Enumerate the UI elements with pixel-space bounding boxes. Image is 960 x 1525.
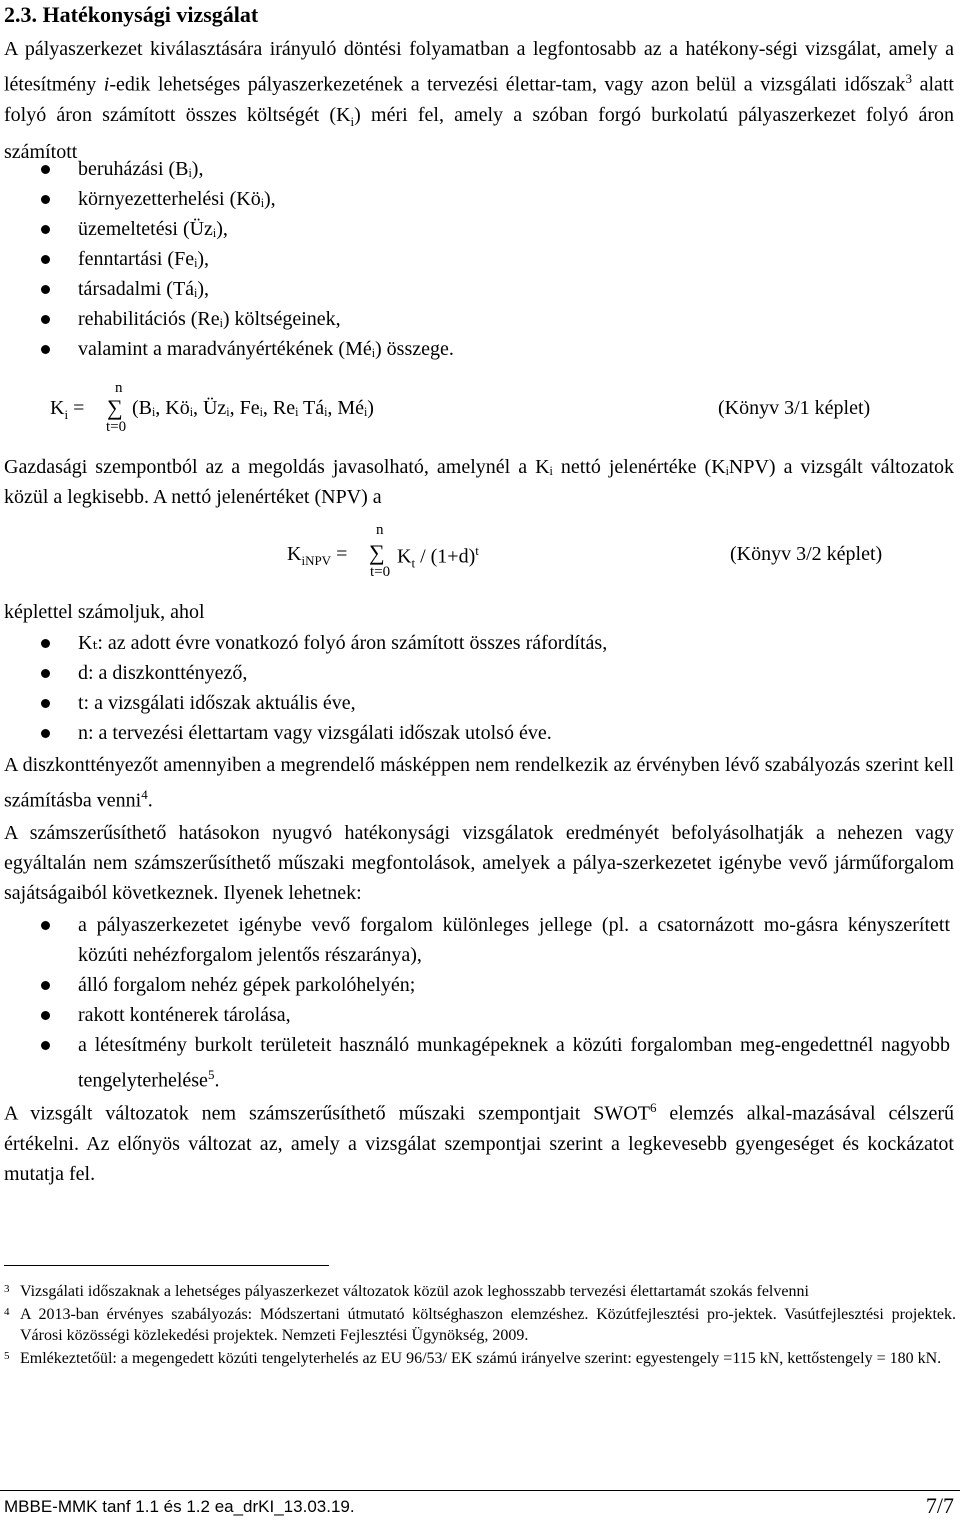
formula-lhs: $K_i$ = — [50, 397, 85, 422]
section-heading — [4, 2, 258, 28]
sum-upper-limit: n — [376, 522, 384, 538]
footer-divider — [0, 1490, 960, 1491]
effects-list — [0, 910, 950, 1096]
list-item: rehabilitációs (Reᵢ) költségeinek, — [0, 304, 454, 334]
list-item: álló forgalom nehéz gépek parkolóhelyén; — [0, 970, 950, 1000]
list-item: t: a vizsgálati időszak aktuális éve, — [0, 688, 607, 718]
sum-lower-limit: t=0 — [106, 419, 127, 435]
list-item: a pályaszerkezetet igénybe vevő forgalom különleges jellege (pl. a csatornázott mo-gásra kényszerített közúti nehézforgalom jelentős részaránya), — [0, 910, 950, 970]
list-item: Kₜ: az adott évre vonatkozó folyó áron számított összes ráfordítás, — [0, 628, 607, 658]
list-item: n: a tervezési élettartam vagy vizsgálati időszak utolsó éve. — [0, 718, 607, 748]
intro-paragraph — [4, 34, 954, 167]
intro-text-1: A pályaszerkezet kiválasztására irányuló döntési folyamatban a legfontosabb az a hatékony-ségi vizsgálat, amely a létesítmény — [4, 38, 954, 96]
intro-text-4: ) méri fel, amely a szóban forgó burkolatú pályaszerkezet folyó áron számított — [4, 103, 954, 163]
list-item: környezetterhelési (Köᵢ), — [0, 184, 454, 214]
sigma-icon: ∑ — [107, 395, 123, 420]
where-list — [0, 628, 607, 748]
intro-text-2: -edik lehetséges pályaszerkezetének a tervezési élettar-tam, vagy azon belül a vizsgálati időszak — [109, 73, 906, 96]
sigma-icon: ∑ — [369, 540, 385, 565]
intro-text-3: alatt folyó áron számított összes költségét (K — [4, 73, 954, 126]
intro-italic-i: i — [103, 73, 110, 96]
list-item: valamint a maradványértékének (Méᵢ) összege. — [0, 334, 454, 364]
footnote-divider — [4, 1265, 329, 1266]
swot-paragraph: A vizsgált változatok nem számszerűsíthető műszaki szempontjait SWOT$^6$ elemzés alkal-mazásával célszerű értékelni. Az előnyös változat az, amely a vizsgálat szempontjai szerint a legkevesebb gyengeséget és kockázatot mutatja fel. — [4, 1100, 954, 1185]
list-item: társadalmi (Táᵢ), — [0, 274, 454, 304]
section-number: 2.3. — [4, 2, 37, 27]
formula-body: $K_t / (1+d)^t$ — [397, 543, 479, 571]
intro-sub-i: i — [350, 113, 355, 129]
footer-document-id: MBBE-MMK tanf 1.1 és 1.2 ea_drKI_13.03.19. — [4, 1497, 355, 1516]
footnote-3: 3 Vizsgálati időszaknak a lehetséges pályaszerkezet változatok közül azok leghosszabb tervezési élettartamát szokás felvenni — [4, 1283, 809, 1300]
npv-paragraph: Gazdasági szempontból az a megoldás javasolható, amelynél a Kᵢ nettó jelenértéke (KᵢNPV) a vizsgált változatok közül a legkisebb. A nettó jelenértéket (NPV) a — [4, 456, 954, 508]
footnotes — [4, 1281, 956, 1369]
formula-reference: (Könyv 3/2 képlet) — [730, 543, 883, 565]
footnote-ref-6: 6 — [649, 1100, 657, 1115]
list-item: a létesítmény burkolt területeit használó munkagépeknek a közúti forgalomban meg-engedettnél nagyobb tengelyterhelése$^5$. — [0, 1030, 950, 1096]
discount-paragraph: A diszkonttényezőt amennyiben a megrendelő másképpen nem rendelkezik az érvényben lévő szabályozás szerint kell számításba venni$^4$. — [4, 754, 954, 812]
footnote-ref-3: 3 — [905, 71, 913, 86]
footnote-5: 5 Emlékeztetőül: a megengedett közúti tengelyterhelés az EU 96/53/ EK számú irányelve szerint: egyestengely =115 kN, kettőstengely = 180 kN. — [4, 1350, 942, 1367]
footnote-4: 4 A 2013-ban érvényes szabályozás: Módszertani útmutató költséghaszon elemzéshez. Közútfejlesztési pro-jektek. Vasútfejlesztési projektek. Városi közösségi közlekedési projektek. Nemzeti Fejlesztési Ügynökség, 2009. — [4, 1306, 956, 1344]
section-title: Hatékonysági vizsgálat — [42, 2, 259, 27]
footnote-ref-5: 5 — [207, 1067, 215, 1082]
where-intro: képlettel számoljuk, ahol — [4, 601, 205, 623]
page-number: 7/7 — [925, 1493, 954, 1518]
sum-upper-limit: n — [115, 380, 123, 396]
cost-items-list — [0, 154, 454, 364]
list-item: beruházási (Bᵢ), — [0, 154, 454, 184]
sum-lower-limit: t=0 — [370, 564, 391, 580]
formula-body: (Bᵢ, Köᵢ, Üzᵢ, Feᵢ, Reᵢ Táᵢ, Méᵢ) — [132, 397, 374, 419]
list-item: rakott konténerek tárolása, — [0, 1000, 950, 1030]
formula-lhs: $K_{iNPV}$ = — [287, 543, 348, 568]
effects-paragraph: A számszerűsíthető hatásokon nyugvó hatékonysági vizsgálatok eredményét befolyásolhatják a nehezen vagy egyáltalán nem számszerűsíthető műszaki megfontolások, amelyek a pálya-szerkezetet igénybe vevő járműforgalom sajátságaiból következnek. Ilyenek lehetnek: — [4, 822, 954, 904]
list-item: üzemeltetési (Üzᵢ), — [0, 214, 454, 244]
formula-reference: (Könyv 3/1 képlet) — [718, 397, 871, 419]
footnote-ref-4: 4 — [141, 787, 148, 802]
list-item: fenntartási (Feᵢ), — [0, 244, 454, 274]
list-item: d: a diszkonttényező, — [0, 658, 607, 688]
